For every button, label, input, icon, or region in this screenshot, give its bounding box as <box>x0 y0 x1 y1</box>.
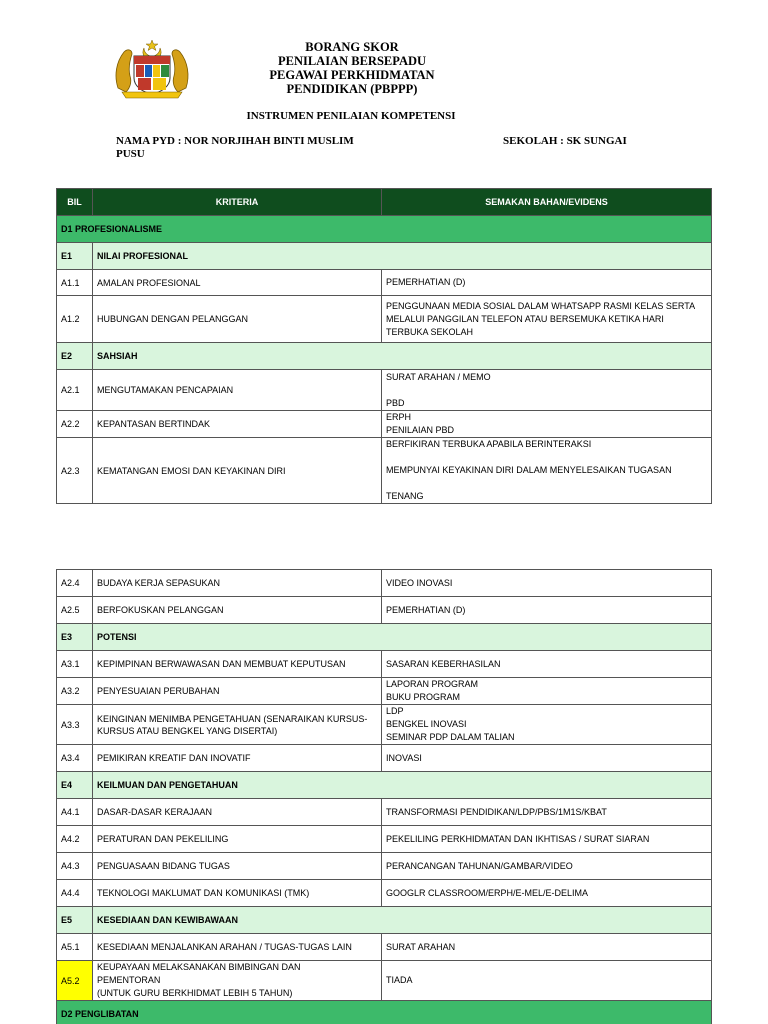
jata-negara-logo <box>112 38 192 100</box>
evidence-cell-line: SASARAN KEBERHASILAN <box>386 658 501 669</box>
criteria-code: A4.3 <box>57 853 93 880</box>
evidence-cell-line: MEMPUNYAI KEYAKINAN DIRI DALAM MENYELESAIKAN TUGASAN <box>386 465 672 475</box>
table-header-row <box>57 189 712 216</box>
section-title: KEILMUAN DAN PENGETAHUAN <box>93 772 712 799</box>
evidence-cell <box>382 678 712 705</box>
school-name: SEKOLAH : SK SUNGAI <box>503 135 627 147</box>
section-row <box>57 243 712 270</box>
domain-title: D2 PENGLIBATAN <box>57 1001 712 1024</box>
table-row <box>57 411 712 438</box>
table-body-page-1 <box>57 216 712 504</box>
criteria-name: BUDAYA KERJA SEPASUKAN <box>93 570 382 597</box>
evidence-cell-line: PEMERHATIAN (D) <box>386 277 466 287</box>
criteria-name: KEPIMPINAN BERWAWASAN DAN MEMBUAT KEPUTUSAN <box>93 651 382 678</box>
evidence-cell <box>382 934 712 961</box>
evidence-cell <box>382 705 712 745</box>
title-line-4: PENDIDIKAN (PBPPP) <box>286 82 418 96</box>
criteria-name-line: PEMENTORAN <box>97 975 161 985</box>
evidence-cell-line: BUKU PROGRAM <box>386 692 461 702</box>
criteria-code: A1.2 <box>57 296 93 343</box>
table-row <box>57 826 712 853</box>
section-title: NILAI PROFESIONAL <box>93 243 712 270</box>
criteria-code: A5.1 <box>57 934 93 961</box>
table-row <box>57 678 712 705</box>
evidence-cell-line: LAPORAN PROGRAM <box>386 679 479 689</box>
table-row <box>57 799 712 826</box>
criteria-code: A4.2 <box>57 826 93 853</box>
evidence-cell <box>382 597 712 624</box>
criteria-name: MENGUTAMAKAN PENCAPAIAN <box>93 370 382 411</box>
domain-row <box>57 216 712 243</box>
criteria-code: A2.2 <box>57 411 93 438</box>
evidence-cell <box>382 438 712 504</box>
evidence-cell-line: TIADA <box>386 975 413 985</box>
evidence-cell-line: PEKELILING PERKHIDMATAN DAN IKHTISAS / SURAT SIARAN <box>386 833 650 844</box>
section-row <box>57 624 712 651</box>
evidence-cell-line: TENANG <box>386 491 424 501</box>
table-row <box>57 961 712 1001</box>
criteria-name: PERATURAN DAN PEKELILING <box>93 826 382 853</box>
table-row <box>57 597 712 624</box>
criteria-name-line: KEUPAYAAN MELAKSANAKAN BIMBINGAN DAN <box>97 962 301 972</box>
criteria-name: PEMIKIRAN KREATIF DAN INOVATIF <box>93 745 382 772</box>
table-row <box>57 296 712 343</box>
criteria-code: A3.1 <box>57 651 93 678</box>
section-title: SAHSIAH <box>93 343 712 370</box>
criteria-name: KEINGINAN MENIMBA PENGETAHUAN (SENARAIKAN KURSUS-KURSUS ATAU BENGKEL YANG DISERTAI) <box>93 705 382 745</box>
evidence-cell-line: INOVASI <box>386 752 422 763</box>
title-line-1: BORANG SKOR <box>305 40 399 54</box>
evidence-cell <box>382 651 712 678</box>
evidence-cell-line: PERANCANGAN TAHUNAN/GAMBAR/VIDEO <box>386 860 573 871</box>
criteria-name-line: (UNTUK GURU BERKHIDMAT LEBIH 5 TAHUN) <box>97 988 293 998</box>
col-header-bil: BIL <box>57 189 93 216</box>
evidence-cell <box>382 880 712 907</box>
section-row <box>57 907 712 934</box>
criteria-code: A2.3 <box>57 438 93 504</box>
criteria-name: PENYESUAIAN PERUBAHAN <box>93 678 382 705</box>
evidence-cell <box>382 961 712 1001</box>
evidence-cell-line: ERPH <box>386 412 412 422</box>
evidence-cell-line <box>386 451 707 464</box>
section-title: KESEDIAAN DAN KEWIBAWAAN <box>93 907 712 934</box>
evidence-cell-line: PBD <box>386 397 405 408</box>
evidence-cell-line: SURAT ARAHAN / MEMO <box>386 371 491 382</box>
criteria-name: BERFOKUSKAN PELANGGAN <box>93 597 382 624</box>
criteria-name: DASAR-DASAR KERAJAAN <box>93 799 382 826</box>
evidence-cell-line: VIDEO INOVASI <box>386 577 453 588</box>
pyd-name-line-1: NAMA PYD : NOR NORJIHAH BINTI MUSLIM <box>116 135 354 147</box>
section-code: E1 <box>57 243 93 270</box>
criteria-code: A4.4 <box>57 880 93 907</box>
criteria-name: KEPANTASAN BERTINDAK <box>93 411 382 438</box>
section-row <box>57 772 712 799</box>
criteria-name: HUBUNGAN DENGAN PELANGGAN <box>93 296 382 343</box>
evidence-cell-line: TRANSFORMASI PENDIDIKAN/LDP/PBS/1M1S/KBAT <box>386 806 607 817</box>
col-header-evidens: SEMAKAN BAHAN/EVIDENS <box>382 189 712 216</box>
criteria-code: A1.1 <box>57 270 93 296</box>
criteria-code: A2.1 <box>57 370 93 411</box>
evidence-cell <box>382 270 712 296</box>
title-line-3: PEGAWAI PERKHIDMATAN <box>269 68 435 82</box>
evidence-cell-line: GOOGLR CLASSROOM/ERPH/E-MEL/E-DELIMA <box>386 887 589 898</box>
evidence-cell-line: SEMINAR PDP DALAM TALIAN <box>386 732 515 742</box>
evidence-cell-line <box>386 384 707 397</box>
criteria-table-page-2 <box>56 569 712 1024</box>
evidence-cell <box>382 370 712 411</box>
evidence-cell-line: PENILAIAN PBD <box>386 425 455 435</box>
criteria-name: KEMATANGAN EMOSI DAN KEYAKINAN DIRI <box>93 438 382 504</box>
section-code: E2 <box>57 343 93 370</box>
criteria-name <box>93 961 382 1001</box>
form-title <box>230 40 474 96</box>
domain-row <box>57 1001 712 1024</box>
pyd-name-line-2: PUSU <box>116 148 145 160</box>
form-subtitle: INSTRUMEN PENILAIAN KOMPETENSI <box>246 110 456 122</box>
evidence-cell <box>382 296 712 343</box>
evidence-cell <box>382 570 712 597</box>
table-row <box>57 270 712 296</box>
evidence-cell-line: PENGGUNAAN MEDIA SOSIAL DALAM WHATSAPP RASMI KELAS SERTA <box>386 300 696 311</box>
pyd-name <box>116 135 386 161</box>
table-row <box>57 370 712 411</box>
col-header-kriteria: KRITERIA <box>93 189 382 216</box>
evidence-cell-line: MELALUI PANGGILAN TELEFON ATAU BERSEMUKA KETIKA HARI <box>386 313 664 324</box>
criteria-code: A4.1 <box>57 799 93 826</box>
table-row <box>57 438 712 504</box>
criteria-code: A3.4 <box>57 745 93 772</box>
evidence-cell <box>382 799 712 826</box>
table-row <box>57 934 712 961</box>
table-body-page-2 <box>57 570 712 1024</box>
evidence-cell <box>382 853 712 880</box>
table-row <box>57 880 712 907</box>
evidence-cell-line: PEMERHATIAN (D) <box>386 604 466 615</box>
section-code: E4 <box>57 772 93 799</box>
table-row <box>57 570 712 597</box>
criteria-code: A3.3 <box>57 705 93 745</box>
evidence-cell <box>382 826 712 853</box>
criteria-code: A2.5 <box>57 597 93 624</box>
evidence-cell-line <box>386 477 707 490</box>
criteria-code: A5.2 <box>57 961 93 1001</box>
table-row <box>57 651 712 678</box>
criteria-code: A3.2 <box>57 678 93 705</box>
evidence-cell-line: LDP <box>386 706 404 716</box>
section-title: POTENSI <box>93 624 712 651</box>
evidence-cell-line: BENGKEL INOVASI <box>386 719 467 729</box>
title-line-2: PENILAIAN BERSEPADU <box>277 54 427 68</box>
evidence-cell-line: BERFIKIRAN TERBUKA APABILA BERINTERAKSI <box>386 439 592 449</box>
evidence-cell-line: TERBUKA SEKOLAH <box>386 326 474 337</box>
table-row <box>57 745 712 772</box>
table-row <box>57 853 712 880</box>
evidence-cell-line: SURAT ARAHAN <box>386 941 456 952</box>
section-code: E5 <box>57 907 93 934</box>
criteria-code: A2.4 <box>57 570 93 597</box>
criteria-name: PENGUASAAN BIDANG TUGAS <box>93 853 382 880</box>
section-row <box>57 343 712 370</box>
criteria-name: TEKNOLOGI MAKLUMAT DAN KOMUNIKASI (TMK) <box>93 880 382 907</box>
criteria-name: KESEDIAAN MENJALANKAN ARAHAN / TUGAS-TUGAS LAIN <box>93 934 382 961</box>
criteria-name: AMALAN PROFESIONAL <box>93 270 382 296</box>
criteria-table-page-1 <box>56 188 712 504</box>
domain-title: D1 PROFESIONALISME <box>57 216 712 243</box>
evidence-cell <box>382 745 712 772</box>
section-code: E3 <box>57 624 93 651</box>
evidence-cell <box>382 411 712 438</box>
table-row <box>57 705 712 745</box>
